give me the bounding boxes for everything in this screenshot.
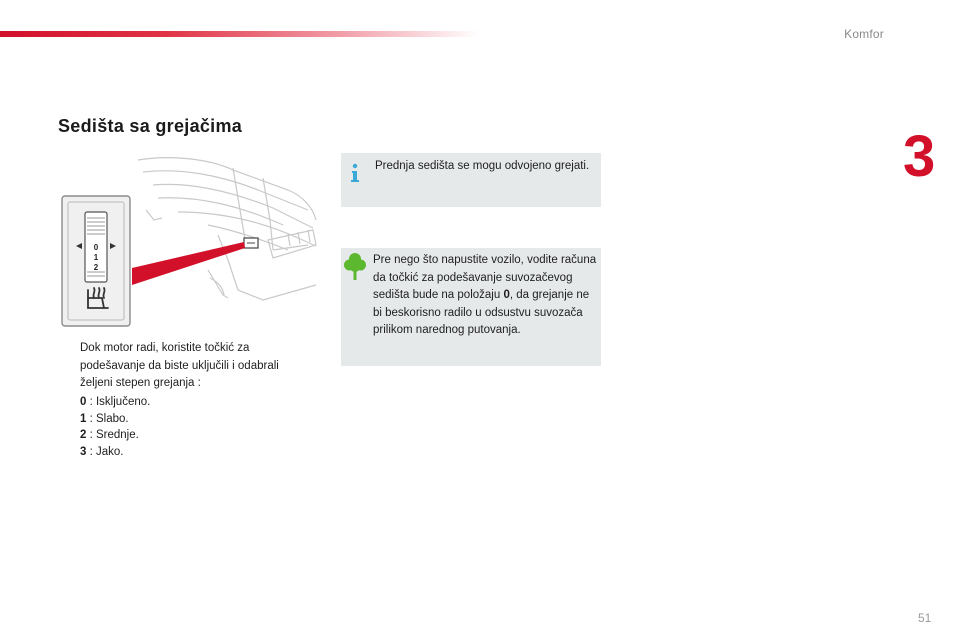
seat-illustration [58, 150, 320, 330]
dial-label-2: 2 [93, 263, 99, 272]
dial-label-0: 0 [93, 243, 99, 252]
info-text: Prednja sedišta se mogu odvojeno grejati. [375, 160, 590, 172]
seat-sketch [138, 158, 316, 300]
pointer-arrow [132, 242, 245, 285]
level-key: 1 [80, 412, 87, 425]
info-icon [348, 162, 362, 184]
chapter-number: 3 [903, 124, 936, 189]
level-label: : Srednje. [86, 429, 139, 441]
level-row [80, 427, 280, 444]
eco-text-before: Pre nego što napustite vozilo, vodite računa da točkić za podešavanje suvozačevog sedišta bude na položaju [373, 254, 597, 301]
eco-tree-icon [344, 252, 366, 282]
seat-drawing [58, 150, 320, 330]
level-key: 3 [80, 445, 87, 458]
level-label: : Jako. [86, 445, 124, 458]
heating-levels-list [80, 394, 280, 460]
page-number: 51 [918, 611, 932, 625]
section-label: Komfor [844, 27, 884, 41]
header-accent-bar [0, 31, 480, 37]
dial-label-1: 1 [93, 253, 99, 262]
page-title: Sedišta sa grejačima [58, 116, 243, 136]
instruction-text: Dok motor radi, koristite točkić za podešavanje da biste uključili i odabrali željeni stepen grejanja : [80, 342, 279, 389]
level-row [80, 394, 280, 411]
level-key: 0 [80, 396, 87, 408]
level-row [80, 444, 280, 461]
eco-text-after: , da grejanje ne bi beskorisno radilo u odsustvu suvozača prilikom narednog putovanja. [373, 289, 590, 336]
eco-text [373, 252, 597, 340]
level-key: 2 [80, 429, 87, 441]
level-label: : Slabo. [86, 412, 129, 425]
level-label: : Isključeno. [86, 396, 151, 408]
level-row [80, 411, 280, 428]
eco-text-bold-value: 0 [503, 289, 510, 301]
